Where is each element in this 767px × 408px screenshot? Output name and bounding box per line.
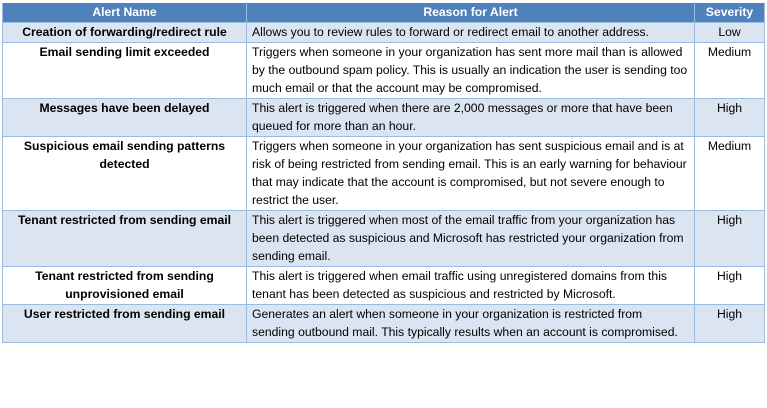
alert-name-cell: Messages have been delayed bbox=[3, 99, 247, 137]
header-reason: Reason for Alert bbox=[247, 3, 695, 23]
alert-reason-cell: This alert is triggered when email traffic using unregistered domains from this tenant has been detected as suspicious and restricted by Microsoft. bbox=[247, 267, 695, 305]
header-severity: Severity bbox=[695, 3, 765, 23]
table-row bbox=[3, 23, 765, 43]
table-row bbox=[3, 99, 765, 137]
alert-name-cell: Tenant restricted from sending unprovisioned email bbox=[3, 267, 247, 305]
severity-cell: Low bbox=[695, 23, 765, 43]
alert-reason-cell: Triggers when someone in your organization has sent more mail than is allowed by the outbound spam policy. This is usually an indication the user is sending too much email or that the account may be compromised. bbox=[247, 43, 695, 99]
alert-table bbox=[2, 2, 765, 343]
table-row bbox=[3, 211, 765, 267]
alert-name-cell: Creation of forwarding/redirect rule bbox=[3, 23, 247, 43]
alert-name-cell: User restricted from sending email bbox=[3, 305, 247, 343]
severity-cell: Medium bbox=[695, 137, 765, 211]
table-body bbox=[3, 23, 765, 343]
alert-reason-cell: Allows you to review rules to forward or redirect email to another address. bbox=[247, 23, 695, 43]
alert-name-cell: Suspicious email sending patterns detected bbox=[3, 137, 247, 211]
table-row bbox=[3, 43, 765, 99]
alert-name-cell: Tenant restricted from sending email bbox=[3, 211, 247, 267]
header-alert-name: Alert Name bbox=[3, 3, 247, 23]
alert-reason-cell: Generates an alert when someone in your organization is restricted from sending outbound mail. This typically results when an account is compromised. bbox=[247, 305, 695, 343]
severity-cell: Medium bbox=[695, 43, 765, 99]
alert-reason-cell: Triggers when someone in your organization has sent suspicious email and is at risk of being restricted from sending email. This is an early warning for behaviour that may indicate that the account is compromised, but not severe enough to restrict the user. bbox=[247, 137, 695, 211]
severity-cell: High bbox=[695, 267, 765, 305]
alert-reason-cell: This alert is triggered when most of the email traffic from your organization has been detected as suspicious and Microsoft has restricted your organization from sending email. bbox=[247, 211, 695, 267]
header-row bbox=[3, 3, 765, 23]
severity-cell: High bbox=[695, 99, 765, 137]
alert-reason-cell: This alert is triggered when there are 2,000 messages or more that have been queued for more than an hour. bbox=[247, 99, 695, 137]
table-row bbox=[3, 267, 765, 305]
severity-cell: High bbox=[695, 211, 765, 267]
severity-cell: High bbox=[695, 305, 765, 343]
alert-name-cell: Email sending limit exceeded bbox=[3, 43, 247, 99]
table-row bbox=[3, 137, 765, 211]
table-row bbox=[3, 305, 765, 343]
table-header bbox=[3, 3, 765, 23]
